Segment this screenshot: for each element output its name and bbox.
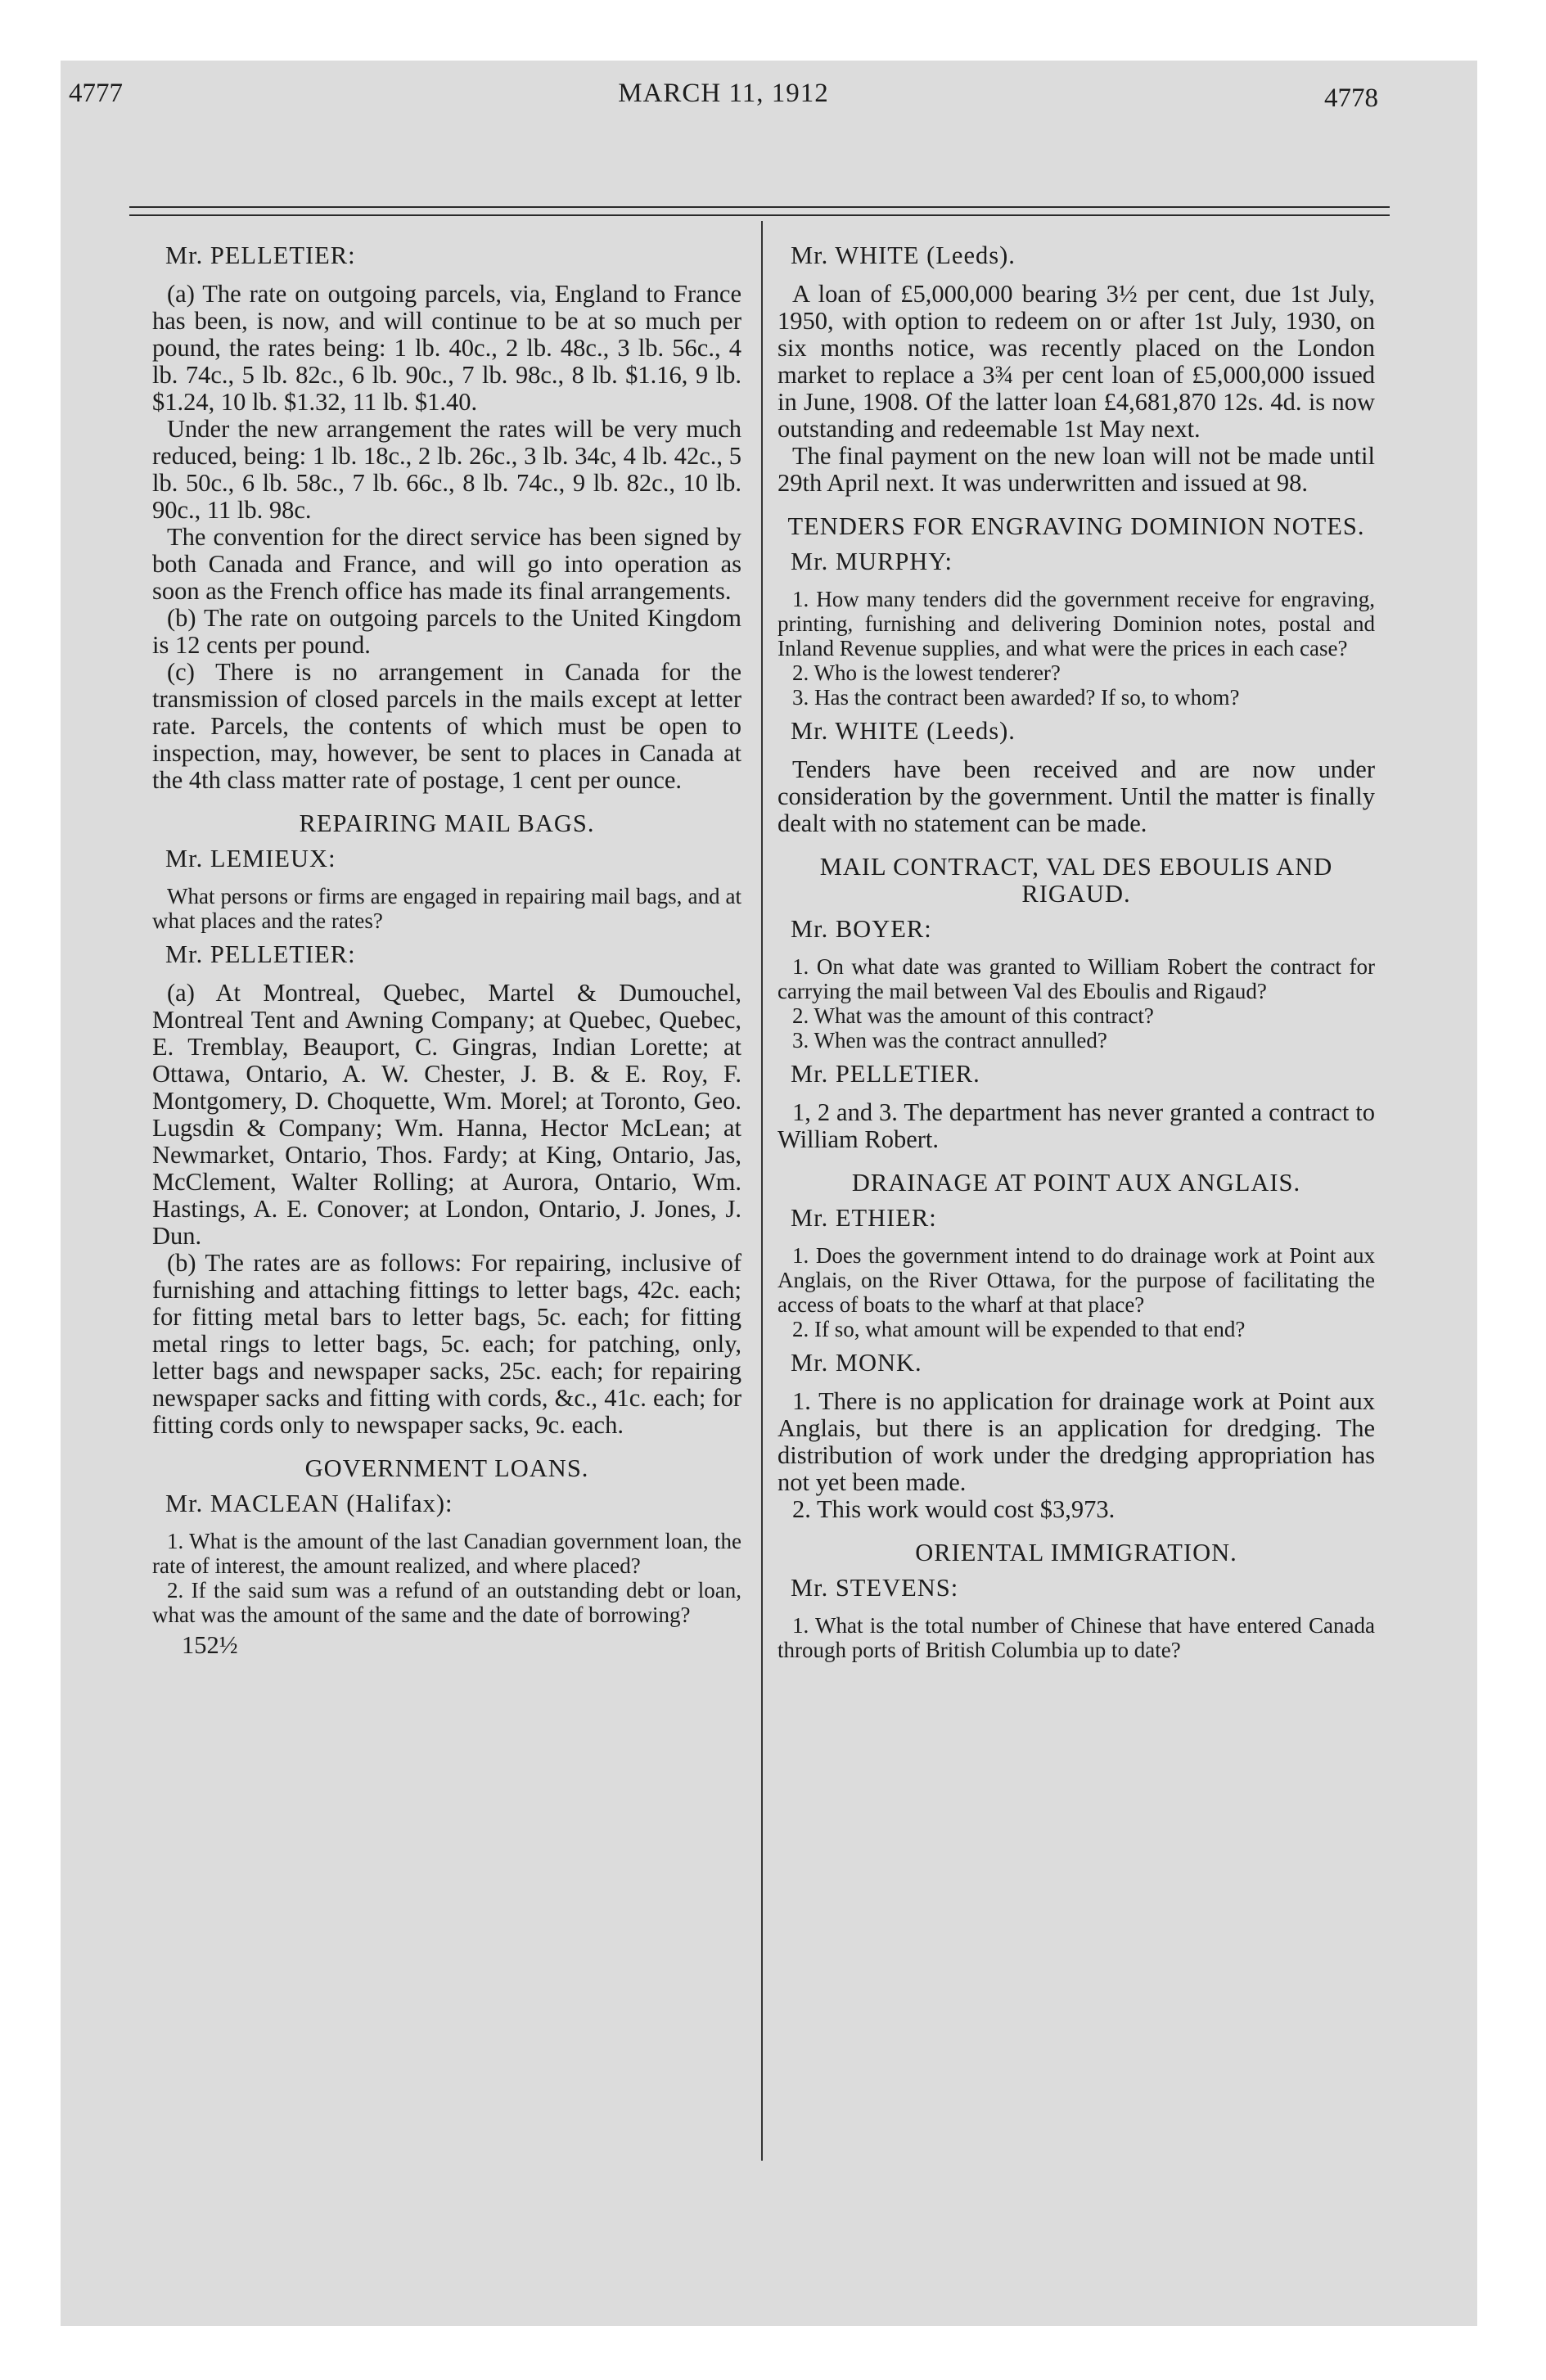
section-heading: DRAINAGE AT POINT AUX ANGLAIS.	[851, 1169, 1301, 1197]
answer-paragraph: (b) The rates are as follows: For repairing, inclusive of furnishing and attaching fittings to letter bags, 42c. each; for fitting metal bars to letter bags, 5c. each; for fitting metal rings to letter bags, 5c. each; for patching, only, letter bags and newspaper sacks, 25c. each; for repairing newspaper sacks and fitting with cords, &c., 41c. each; for fitting cords only to newspaper sacks, 9c. each.	[152, 1249, 741, 1439]
speaker-label: Mr. ETHIER:	[791, 1204, 937, 1232]
question-text: What persons or firms are engaged in repairing mail bags, and at what places and the rates?	[152, 884, 741, 933]
question-text: 2. If the said sum was a refund of an outstanding debt or loan, what was the amount of the same and the date of borrowing?	[152, 1578, 741, 1627]
header-rule-bottom	[129, 214, 1390, 216]
answer-paragraph: 1. There is no application for drainage work at Point aux Anglais, but there is an application for dredging. The distribution of work under the dredging appropriation has not yet been made.	[778, 1387, 1375, 1496]
speaker-label: Mr. PELLETIER:	[165, 241, 356, 269]
answer-paragraph: Tenders have been received and are now under consideration by the government. Until the matter is finally dealt with no statement can be made.	[778, 755, 1375, 837]
question-text: 1. Does the government intend to do drainage work at Point aux Anglais, on the River Ottawa, for the purpose of facilitating the access of boats to the wharf at that place?	[778, 1243, 1375, 1317]
answer-paragraph: 1, 2 and 3. The department has never granted a contract to William Robert.	[778, 1098, 1375, 1153]
page-number-right: 4778	[1324, 83, 1378, 113]
speaker-label: Mr. MACLEAN (Halifax):	[165, 1490, 453, 1517]
page-number-left: 4777	[69, 79, 123, 108]
speaker-label: Mr. BOYER:	[791, 915, 932, 943]
question-text: 3. When was the contract annulled?	[792, 1028, 1107, 1053]
section-heading: ORIENTAL IMMIGRATION.	[915, 1539, 1237, 1566]
left-column	[152, 234, 741, 1659]
signature-mark: 152½	[182, 1631, 238, 1659]
question-text: 1. What is the total number of Chinese that have entered Canada through ports of British Columbia up to date?	[778, 1613, 1375, 1662]
answer-paragraph: A loan of £5,000,000 bearing 3½ per cent, due 1st July, 1950, with option to redeem on or after 1st July, 1930, on six months notice, was recently placed on the London market to replace a 3¾ per cent loan of £5,000,000 issued in June, 1908. Of the latter loan £4,681,870 12s. 4d. is now outstanding and redeemable 1st May next.	[778, 280, 1375, 443]
answer-paragraph: (c) There is no arrangement in Canada for the transmission of closed parcels in the mails except at letter rate. Parcels, the contents of which must be open to inspection, may, however, be sent to places in Canada at the 4th class matter rate of postage, 1 cent per ounce.	[152, 658, 741, 794]
header-rule-top	[129, 206, 1390, 208]
section-heading: GOVERNMENT LOANS.	[304, 1454, 589, 1482]
answer-paragraph: 2. This work would cost $3,973.	[792, 1495, 1116, 1523]
answer-paragraph: (a) The rate on outgoing parcels, via, England to France has been, is now, and will continue to be at so much per pound, the rates being: 1 lb. 40c., 2 lb. 48c., 3 lb. 56c., 4 lb. 74c., 5 lb. 82c., 6 lb. 90c., 7 lb. 98c., 8 lb. $1.16, 9 lb. $1.24, 10 lb. $1.32, 11 lb. $1.40.	[152, 280, 741, 416]
section-heading: MAIL CONTRACT, VAL DES EBOULIS AND RIGAUD.	[819, 853, 1333, 908]
section-heading: REPAIRING MAIL BAGS.	[299, 809, 595, 837]
question-text: 3. Has the contract been awarded? If so, to whom?	[792, 685, 1240, 710]
speaker-label: Mr. WHITE (Leeds).	[791, 241, 1016, 269]
question-text: 2. What was the amount of this contract?	[792, 1003, 1154, 1028]
right-column	[778, 234, 1375, 1662]
answer-paragraph: (a) At Montreal, Quebec, Martel & Dumouchel, Montreal Tent and Awning Company; at Quebec, Quebec, E. Tremblay, Beauport, C. Gingras, Indian Lorette; at Ottawa, Ontario, A. W. Chester, J. B. & E. Roy, F. Montgomery, D. Choquette, Wm. Morel; at Toronto, Geo. Lugsdin & Company; Wm. Hanna, Hector McLean; at Newmarket, Ontario, Thos. Fardy; at King, Ontario, Jas, McClement, Walter Rolling; at Aurora, Ontario, Wm. Hastings, A. E. Conover; at London, Ontario, J. Jones, J. Dun.	[152, 979, 741, 1250]
speaker-label: Mr. STEVENS:	[791, 1574, 959, 1602]
question-text: 2. If so, what amount will be expended to that end?	[792, 1317, 1246, 1341]
speaker-label: Mr. MURPHY:	[791, 548, 953, 575]
page-header	[69, 79, 1378, 128]
page-date-title: MARCH 11, 1912	[618, 79, 829, 108]
answer-paragraph: (b) The rate on outgoing parcels to the United Kingdom is 12 cents per pound.	[152, 604, 741, 659]
speaker-label: Mr. MONK.	[791, 1349, 922, 1377]
answer-paragraph: Under the new arrangement the rates will be very much reduced, being: 1 lb. 18c., 2 lb. 26c., 3 lb. 34c, 4 lb. 42c., 5 lb. 50c., 6 lb. 58c., 7 lb. 66c., 8 lb. 74c., 9 lb. 82c., 10 lb. 90c., 11 lb. 98c.	[152, 415, 741, 524]
speaker-label: Mr. PELLETIER.	[791, 1060, 980, 1088]
question-text: 1. What is the amount of the last Canadian government loan, the rate of interest, the amount realized, and where placed?	[152, 1529, 741, 1578]
speaker-label: Mr. PELLETIER:	[165, 940, 356, 968]
question-text: 1. On what date was granted to William Robert the contract for carrying the mail between Val des Eboulis and Rigaud?	[778, 954, 1375, 1003]
column-divider	[761, 221, 763, 2161]
speaker-label: Mr. WHITE (Leeds).	[791, 717, 1016, 745]
question-text: 2. Who is the lowest tenderer?	[792, 660, 1061, 685]
question-text: 1. How many tenders did the government receive for engraving, printing, furnishing and delivering Dominion notes, postal and Inland Revenue supplies, and what were the prices in each case?	[778, 587, 1375, 660]
speaker-label: Mr. LEMIEUX:	[165, 845, 336, 872]
answer-paragraph: The final payment on the new loan will not be made until 29th April next. It was underwritten and issued at 98.	[778, 442, 1375, 497]
answer-paragraph: The convention for the direct service has been signed by both Canada and France, and will go into operation as soon as the French office has made its final arrangements.	[152, 523, 741, 605]
section-heading: TENDERS FOR ENGRAVING DOMINION NOTES.	[787, 512, 1365, 540]
